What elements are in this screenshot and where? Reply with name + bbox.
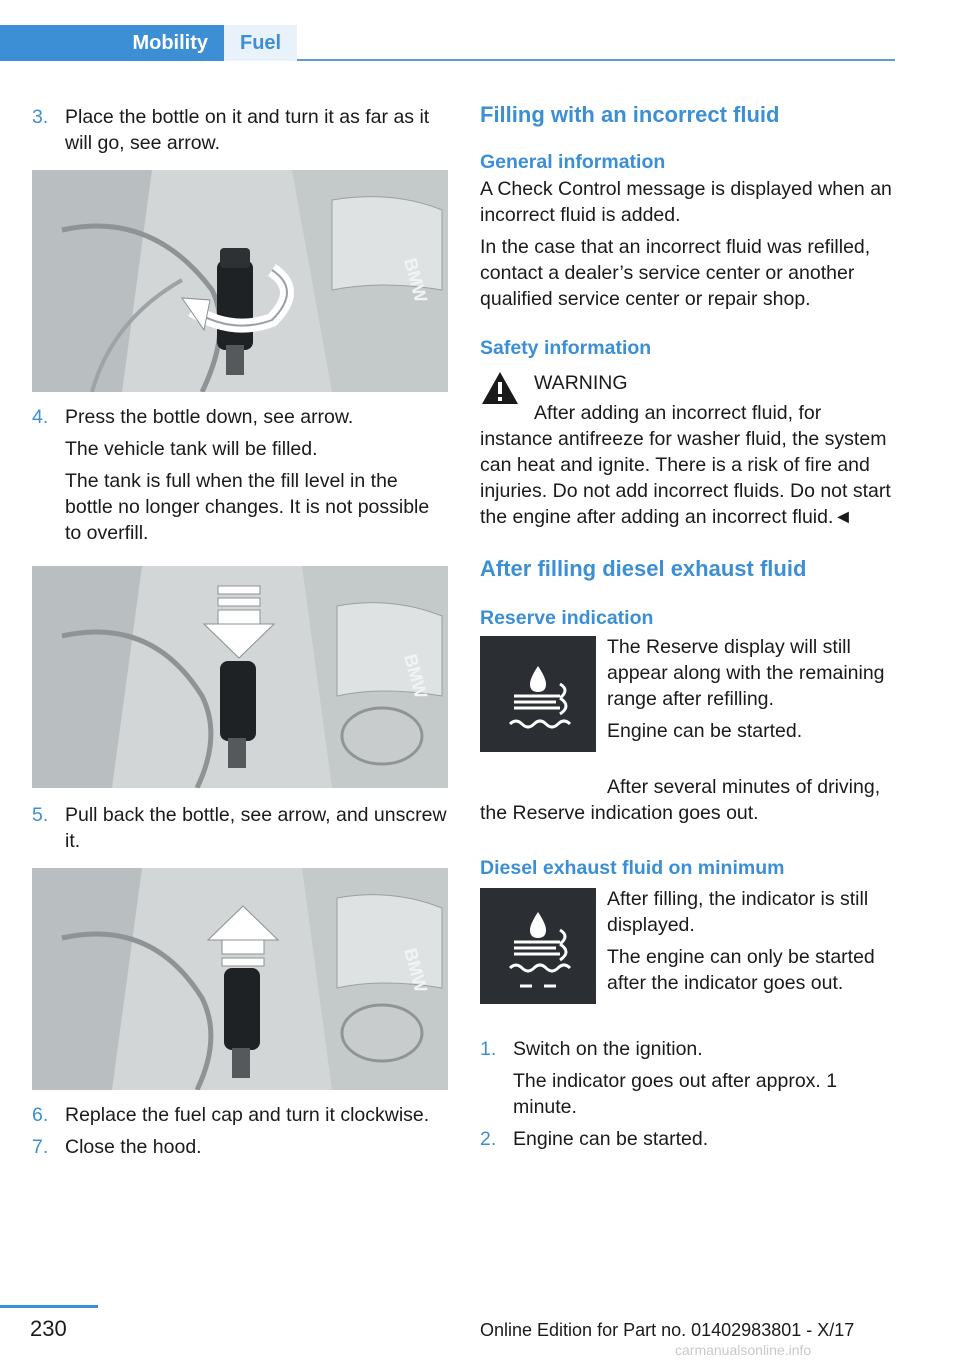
step-number: 7. bbox=[32, 1136, 49, 1158]
reserve-block bbox=[480, 634, 892, 780]
engine-photo-pull bbox=[32, 868, 448, 1090]
warning-text: After adding an incorrect fluid, for instance antifreeze for washer fluid, the system can heat and ignite. There is a risk of fire and injuries. Do not add incorrect fluids. Do not start the engine after adding an incorrect fluid.◄ bbox=[480, 402, 891, 528]
chapter-tabbar bbox=[0, 25, 895, 61]
step-5 bbox=[32, 802, 448, 854]
step-6 bbox=[32, 1102, 448, 1128]
step-text: Press the bottle down, see arrow. bbox=[65, 406, 354, 428]
step-text: Close the hood. bbox=[65, 1136, 202, 1158]
step-number: 6. bbox=[32, 1104, 49, 1126]
section-title-after-filling: After filling diesel exhaust fluid bbox=[480, 556, 807, 581]
step-text: Engine can be started. bbox=[513, 1128, 709, 1150]
step-number: 5. bbox=[32, 804, 49, 826]
edition-info: Online Edition for Part no. 01402983801 - X/17 bbox=[480, 1320, 855, 1340]
step-number: 3. bbox=[32, 106, 49, 128]
left-column bbox=[32, 104, 448, 1166]
step-detail: The tank is full when the fill level in the bottle no longer changes. It is not possible to overfill. bbox=[65, 470, 430, 544]
warning-triangle-icon bbox=[480, 370, 520, 406]
step-text: Switch on the ignition. bbox=[513, 1038, 703, 1060]
step-text: Pull back the bottle, see arrow, and unscrew it. bbox=[65, 804, 447, 852]
reserve-paragraph-3: After several minutes of driving, the Reserve indication goes out. bbox=[480, 776, 881, 824]
brand-emboss: BMW bbox=[400, 255, 432, 305]
watermark: carmanualsonline.info bbox=[675, 1342, 812, 1358]
minimum-paragraph-1: After filling, the indicator is still displayed. bbox=[607, 888, 869, 936]
minimum-block bbox=[480, 886, 892, 1034]
minimum-paragraph-2: The engine can only be started after the indicator goes out. bbox=[607, 946, 875, 994]
step-text: Place the bottle on it and turn it as far as it will go, see arrow. bbox=[65, 106, 430, 154]
subheading-dief-minimum: Diesel exhaust fluid on minimum bbox=[480, 857, 785, 879]
engine-photo-press bbox=[32, 566, 448, 788]
step-2 bbox=[480, 1126, 892, 1152]
diesel-exhaust-fluid-minimum-icon bbox=[480, 888, 596, 1004]
subheading-general-information: General information bbox=[480, 151, 666, 173]
reserve-paragraph-2: Engine can be started. bbox=[607, 720, 803, 742]
warning-block bbox=[480, 370, 892, 530]
step-detail: The vehicle tank will be filled. bbox=[65, 438, 318, 460]
section-title-incorrect-fluid: Filling with an incorrect fluid bbox=[480, 102, 780, 127]
tab-mobility[interactable]: Mobility bbox=[0, 25, 224, 61]
brand-emboss: BMW bbox=[400, 945, 432, 995]
step-number: 4. bbox=[32, 406, 49, 428]
step-number: 2. bbox=[480, 1128, 497, 1150]
step-1 bbox=[480, 1036, 892, 1120]
step-7 bbox=[32, 1134, 448, 1160]
step-number: 1. bbox=[480, 1038, 497, 1060]
warning-label: WARNING bbox=[534, 372, 628, 394]
step-text: Replace the fuel cap and turn it clockwise. bbox=[65, 1104, 430, 1126]
brand-emboss: BMW bbox=[400, 651, 432, 701]
diesel-exhaust-fluid-icon bbox=[480, 636, 596, 752]
tab-fuel[interactable]: Fuel bbox=[224, 25, 297, 61]
subheading-safety-information: Safety information bbox=[480, 337, 652, 359]
step-3 bbox=[32, 104, 448, 156]
footer-accent-line bbox=[0, 1305, 98, 1308]
reserve-paragraph-1: The Reserve display will still appear along with the remaining range after refilling. bbox=[607, 636, 885, 710]
general-paragraph-2: In the case that an incorrect fluid was refilled, contact a dealer’s service center or another qualified service center or repair shop. bbox=[480, 236, 871, 310]
page-number: 230 bbox=[30, 1316, 67, 1341]
step-4 bbox=[32, 404, 448, 546]
engine-photo-turn bbox=[32, 170, 448, 392]
subheading-reserve-indication: Reserve indication bbox=[480, 607, 654, 629]
right-column bbox=[480, 100, 892, 1158]
general-paragraph-1: A Check Control message is displayed when an incorrect fluid is added. bbox=[480, 178, 892, 226]
step-detail: The indicator goes out after approx. 1 minute. bbox=[513, 1070, 838, 1118]
